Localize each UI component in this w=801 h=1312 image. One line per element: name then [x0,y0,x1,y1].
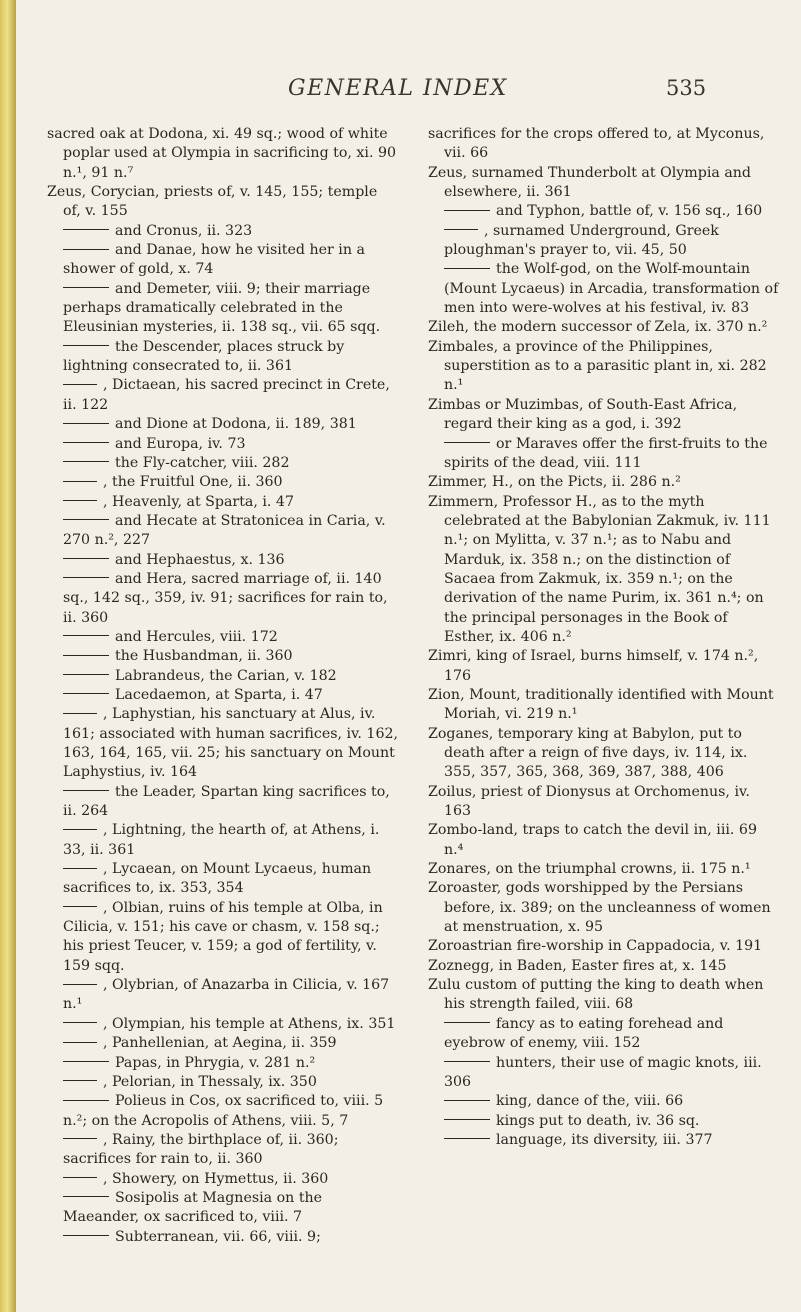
repeat-dash [444,268,490,269]
repeat-dash [444,1100,490,1101]
index-subentry [428,1112,780,1131]
index-entry [428,686,780,725]
repeat-dash [63,577,109,578]
entry-text: Zoroastrian fire-worship in Cappadocia, v. 191 [428,938,763,955]
index-subentry [428,435,780,474]
index-entry [428,783,780,822]
entry-text: , Laphystian, his sanctuary at Alus, iv. 161; associated with human sacrifices, iv. 162, 163, 164, 165, vii. 25; his sanctuary on Mount Laphystius, iv. 164 [63,706,399,781]
entry-text: the Leader, Spartan king sacrifices to, ii. 264 [63,783,390,820]
repeat-dash [63,345,109,346]
index-subentry [47,376,399,415]
entry-text: Zion, Mount, traditionally identified with Mount Moriah, vi. 219 n.¹ [428,686,774,723]
repeat-dash [63,1235,109,1236]
index-subentry [47,783,399,822]
index-subentry [47,628,399,647]
page-number: 535 [666,76,707,100]
repeat-dash [63,693,109,694]
index-subentry [47,705,399,782]
entry-text: , Dictaean, his sacred precinct in Crete, ii. 122 [63,377,390,413]
index-entry [428,164,780,203]
entry-text: Zimbas or Muzimbas, of South-East Africa, regard their king as a god, i. 392 [428,396,738,433]
entry-text: and Danae, how he visited her in a shower of gold, x. 74 [63,242,365,278]
index-subentry [47,570,399,628]
entry-text: and Dione at Dodona, ii. 189, 381 [115,416,357,433]
index-subentry [47,512,399,551]
index-subentry [47,860,399,899]
index-subentry [47,1073,399,1092]
repeat-dash [444,1022,490,1023]
index-subentry [428,1092,780,1111]
index-entry [428,125,780,164]
repeat-dash [63,442,109,443]
repeat-dash [444,442,490,443]
entry-text: the Wolf-god, on the Wolf-mountain (Mount Lycaeus) in Arcadia, transformation of men into were-wolves at his festival, iv. 83 [444,261,779,317]
entry-text: Zimbales, a province of the Philippines, superstition as to a parasitic plant in, xi. 282 n.¹ [428,338,767,394]
repeat-dash [444,1138,490,1139]
left-index-column [47,125,399,1247]
entry-text: Zimmer, H., on the Picts, ii. 286 n.² [428,474,681,491]
index-subentry [47,1189,399,1228]
index-subentry [428,202,780,221]
entry-text: Zimri, king of Israel, burns himself, v. 174 n.², 176 [428,648,759,684]
repeat-dash [63,984,97,985]
index-subentry [428,1054,780,1093]
index-entry [428,937,780,956]
index-subentry [47,280,399,338]
index-page [16,0,801,1312]
entry-text: the Husbandman, ii. 360 [115,648,293,665]
repeat-dash [63,287,109,288]
entry-text: or Maraves offer the first-fruits to the spirits of the dead, viii. 111 [444,435,768,471]
entry-text: and Typhon, battle of, v. 156 sq., 160 [496,203,763,220]
book-binding-edge [0,0,16,1312]
index-entry [428,318,780,337]
repeat-dash [63,423,109,424]
repeat-dash [63,519,109,520]
repeat-dash [444,1061,490,1062]
index-entry [428,879,780,937]
index-subentry [47,1092,399,1131]
page-header [16,76,801,106]
entry-text: , Olybrian, of Anazarba in Cilicia, v. 167 n.¹ [63,977,390,1013]
entry-text: and Hera, sacred marriage of, ii. 140 sq., 142 sq., 359, iv. 91; sacrifices for rain to, ii. 360 [63,570,388,626]
repeat-dash [63,906,97,907]
entry-text: and Cronus, ii. 323 [115,222,253,239]
index-entry [428,473,780,492]
index-subentry [47,1170,399,1189]
repeat-dash [63,1042,97,1043]
repeat-dash [63,635,109,636]
index-entry [47,125,399,183]
entry-text: and Europa, iv. 73 [115,435,246,452]
repeat-dash [63,868,97,869]
entry-text: , surnamed Underground, Greek ploughman's prayer to, vii. 45, 50 [444,222,719,259]
repeat-dash [63,1080,97,1081]
entry-text: , Panhellenian, at Aegina, ii. 359 [103,1035,337,1052]
entry-text: Sosipolis at Magnesia on the Maeander, ox sacrificed to, viii. 7 [63,1189,323,1226]
entry-text: Zoroaster, gods worshipped by the Persians before, ix. 389; on the uncleanness of women at menstruation, x. 95 [428,880,771,936]
entry-text: Zulu custom of putting the king to death when his strength failed, viii. 68 [428,977,764,1013]
index-subentry [47,435,399,454]
index-entry [428,957,780,976]
entry-text: king, dance of the, viii. 66 [496,1093,684,1110]
index-subentry [47,667,399,686]
repeat-dash [63,1196,109,1197]
entry-text: and Hecate at Stratonicea in Caria, v. 270 n.², 227 [63,512,386,549]
index-subentry [47,1034,399,1053]
index-subentry [47,241,399,280]
index-subentry [47,493,399,512]
repeat-dash [444,210,490,211]
repeat-dash [63,229,109,230]
repeat-dash [63,500,97,501]
right-index-column [428,125,780,1150]
repeat-dash [63,713,97,714]
index-entry [428,338,780,396]
index-subentry [47,338,399,377]
repeat-dash [63,1022,97,1023]
entry-text: , Lightning, the hearth of, at Athens, i. 33, ii. 361 [63,822,380,858]
entry-text: , the Fruitful One, ii. 360 [103,474,283,491]
index-subentry [47,686,399,705]
repeat-dash [63,674,109,675]
index-entry [47,183,399,222]
index-subentry [47,473,399,492]
index-subentry [428,260,780,318]
index-entry [428,493,780,648]
index-entry [428,396,780,435]
entry-text: Subterranean, vii. 66, viii. 9; [115,1228,321,1245]
entry-text: Polieus in Cos, ox sacrificed to, viii. 5 n.²; on the Acropolis of Athens, viii. 5, 7 [63,1093,384,1129]
entry-text: and Hephaestus, x. 136 [115,551,285,568]
entry-text: kings put to death, iv. 36 sq. [496,1112,700,1129]
entry-text: Zonares, on the triumphal crowns, ii. 175 n.¹ [428,861,751,878]
entry-text: hunters, their use of magic knots, iii. 306 [444,1054,762,1090]
index-subentry [428,222,780,261]
repeat-dash [63,1100,109,1101]
entry-text: Zeus, surnamed Thunderbolt at Olympia and elsewhere, ii. 361 [428,164,752,201]
index-subentry [47,1228,399,1247]
entry-text: the Descender, places struck by lightning consecrated to, ii. 361 [63,338,345,375]
index-entry [428,821,780,860]
index-subentry [428,1131,780,1150]
entry-text: Zimmern, Professor H., as to the myth celebrated at the Babylonian Zakmuk, iv. 111 n.¹; on Mylitta, v. 37 n.¹; as to Nabu and Marduk, ix. 358 n.; on the distinction of Sacaea from Zakmuk, ix. 359 n.¹; on the derivation of the name Purim, ix. 361 n.⁴; on the principal personages in the Book of Esther, ix. 406 n.² [428,493,771,645]
index-subentry [47,1015,399,1034]
repeat-dash [63,1138,97,1139]
repeat-dash [63,1177,97,1178]
repeat-dash [444,1119,490,1120]
index-entry [428,725,780,783]
entry-text: Zoganes, temporary king at Babylon, put to death after a reign of five days, iv. 114, ix. 355, 357, 365, 368, 369, 387, 388, 406 [428,725,748,781]
index-entry [428,976,780,1015]
index-subentry [47,222,399,241]
index-entry [428,860,780,879]
entry-text: Zombo-land, traps to catch the devil in, iii. 69 n.⁴ [428,822,757,858]
entry-text: the Fly-catcher, viii. 282 [115,454,290,471]
entry-text: fancy as to eating forehead and eyebrow of enemy, viii. 152 [444,1015,724,1052]
entry-text: Lacedaemon, at Sparta, i. 47 [115,686,323,703]
repeat-dash [63,829,97,830]
running-title: GENERAL INDEX [288,76,508,101]
repeat-dash [63,461,109,462]
entry-text: Papas, in Phrygia, v. 281 n.² [115,1054,316,1071]
entry-text: language, its diversity, iii. 377 [496,1131,713,1148]
entry-text: Labrandeus, the Carian, v. 182 [115,667,337,684]
entry-text: Zileh, the modern successor of Zela, ix. 370 n.² [428,319,768,336]
index-subentry [47,1131,399,1170]
index-subentry [47,976,399,1015]
repeat-dash [63,384,97,385]
index-subentry [47,415,399,434]
repeat-dash [63,790,109,791]
entry-text: , Olbian, ruins of his temple at Olba, in Cilicia, v. 151; his cave or chasm, v. 158 sq.; his priest Teucer, v. 159; a god of fertility, v. 159 sqq. [63,899,383,974]
repeat-dash [63,655,109,656]
repeat-dash [63,249,109,250]
entry-text: Zoilus, priest of Dionysus at Orchomenus, iv. 163 [428,783,750,820]
entry-text: , Showery, on Hymettus, ii. 360 [103,1170,329,1187]
entry-text: Zoznegg, in Baden, Easter fires at, x. 145 [428,957,727,974]
repeat-dash [63,558,109,559]
entry-text: sacrifices for the crops offered to, at Myconus, vii. 66 [428,126,765,162]
entry-text: , Pelorian, in Thessaly, ix. 350 [103,1073,317,1090]
repeat-dash [63,1061,109,1062]
index-subentry [47,551,399,570]
index-subentry [47,647,399,666]
entry-text: , Rainy, the birthplace of, ii. 360; sacrifices for rain to, ii. 360 [63,1131,339,1168]
index-subentry [47,821,399,860]
repeat-dash [444,229,478,230]
repeat-dash [63,481,97,482]
index-subentry [47,454,399,473]
index-entry [428,647,780,686]
index-subentry [47,1054,399,1073]
entry-text: and Hercules, viii. 172 [115,628,278,645]
entry-text: Zeus, Corycian, priests of, v. 145, 155; temple of, v. 155 [47,184,378,220]
entry-text: , Olympian, his temple at Athens, ix. 351 [103,1015,396,1032]
entry-text: sacred oak at Dodona, xi. 49 sq.; wood of white poplar used at Olympia in sacrificing to, xi. 90 n.¹, 91 n.⁷ [47,126,397,181]
index-subentry [47,899,399,976]
entry-text: and Demeter, viii. 9; their marriage perhaps dramatically celebrated in the Eleusinian mysteries, ii. 138 sq., vii. 65 sqq. [63,280,381,336]
index-subentry [428,1015,780,1054]
entry-text: , Heavenly, at Sparta, i. 47 [103,493,294,510]
entry-text: , Lycaean, on Mount Lycaeus, human sacrifices to, ix. 353, 354 [63,861,372,897]
